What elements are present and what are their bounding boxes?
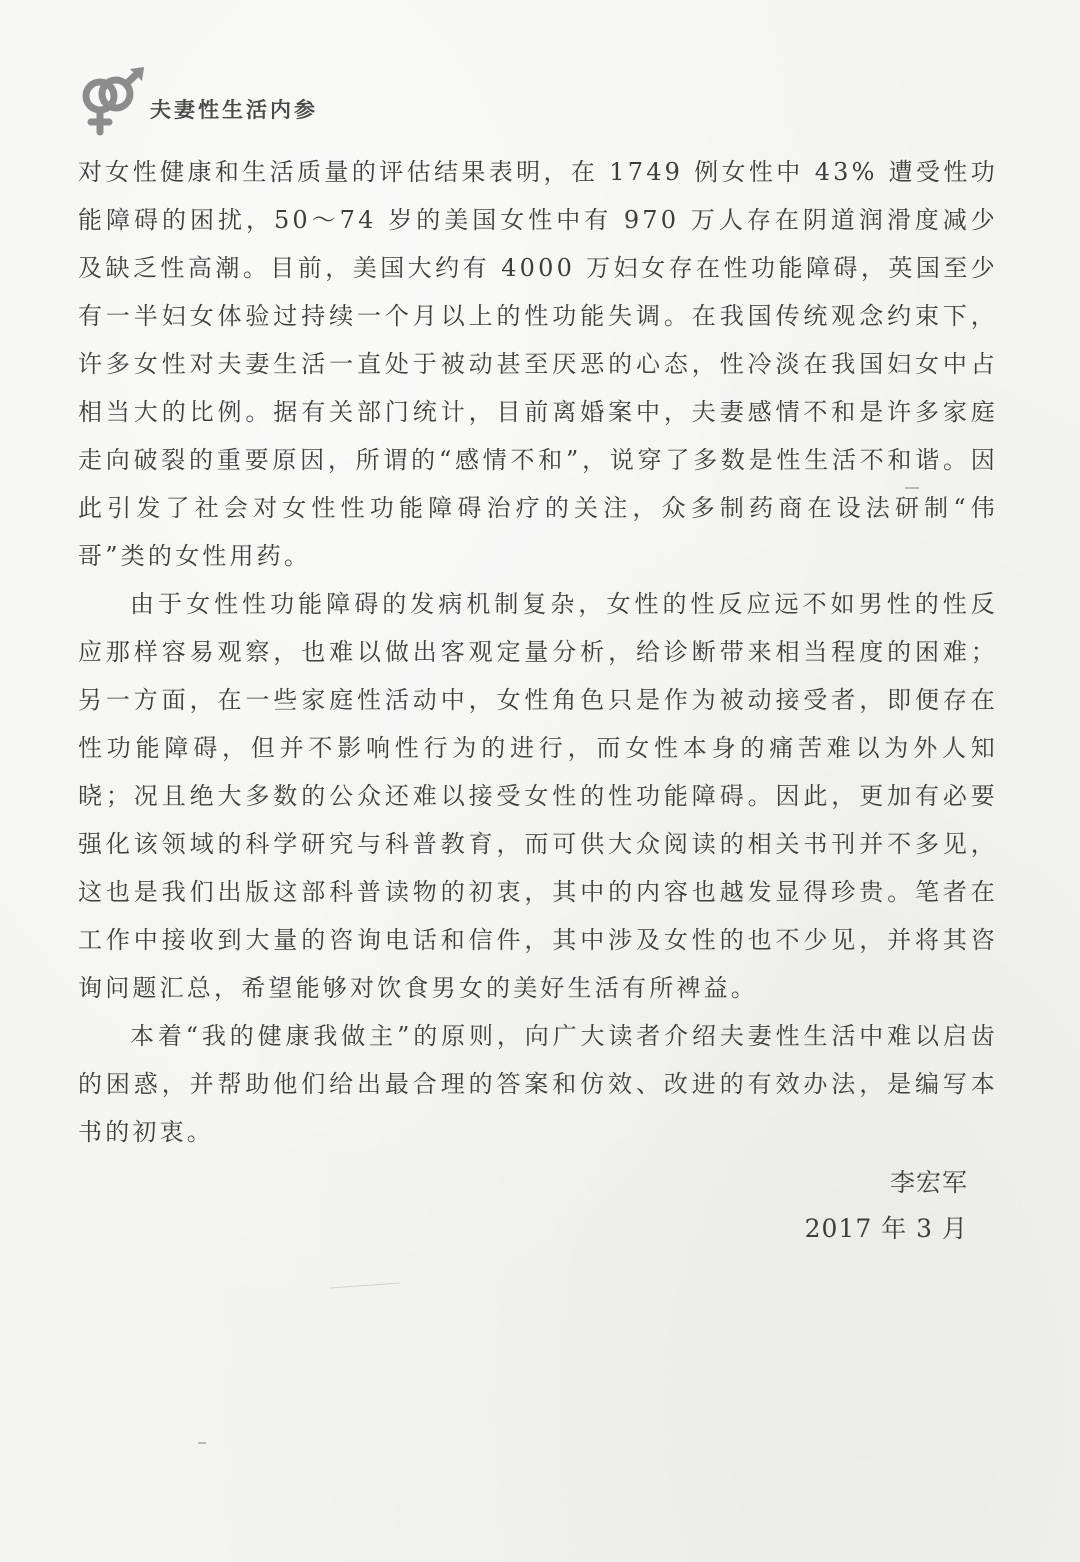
header-title: 夫妻性生活内参 [150, 98, 318, 122]
paragraph-3: 本着“我的健康我做主”的原则，向广大读者介绍夫妻性生活中难以启齿的困惑，并帮助他们给出最合理的答案和仿效、改进的有效办法，是编写本书的初衷。 [78, 1022, 998, 1146]
gender-symbols-icon [78, 66, 148, 136]
scan-speck [330, 1283, 400, 1289]
scan-speck [198, 1442, 206, 1444]
page-header [78, 66, 378, 136]
paragraph-2: 由于女性性功能障碍的发病机制复杂，女性的性反应远不如男性的性反应那样容易观察，也难以做出客观定量分析，给诊断带来相当程度的困难；另一方面，在一些家庭性活动中，女性角色只是作为被动接受者，即便存在性功能障碍，但并不影响性行为的进行，而女性本身的痛苦难以为外人知晓；况且绝大多数的公众还难以接受女性的性功能障碍。因此，更加有必要强化该领域的科学研究与科普教育，而可供大众阅读的相关书刊并不多见，这也是我们出版这部科普读物的初衷，其中的内容也越发显得珍贵。笔者在工作中接收到大量的咨询电话和信件，其中涉及女性的也不少见，并将其咨询问题汇总，希望能够对饮食男女的美好生活有所裨益。 [78, 590, 998, 1002]
body-text [78, 148, 998, 1156]
signature-author: 李宏军 [889, 1168, 968, 1197]
paragraph-1: 对女性健康和生活质量的评估结果表明，在 1749 例女性中 43% 遭受性功能障碍的困扰，50～74 岁的美国女性中有 970 万人存在阴道润滑度减少及缺乏性高潮。目前，美国大约有 4000 万妇女存在性功能障碍，英国至少有一半妇女体验过持续一个月以上的性功能失调。在我国传统观念约束下，许多女性对夫妻生活一直处于被动甚至厌恶的心态，性冷淡在我国妇女中占相当大的比例。据有关部门统计，目前离婚案中，夫妻感情不和是许多家庭走向破裂的重要原因，所谓的“感情不和”，说穿了多数是性生活不和谐。因此引发了社会对女性性功能障碍治疗的关注，众多制药商在设法研制“伟哥”类的女性用药。 [78, 158, 998, 570]
signature-date: 2017 年 3 月 [804, 1214, 968, 1243]
signature-block [805, 1160, 968, 1252]
scan-speck [905, 487, 919, 489]
